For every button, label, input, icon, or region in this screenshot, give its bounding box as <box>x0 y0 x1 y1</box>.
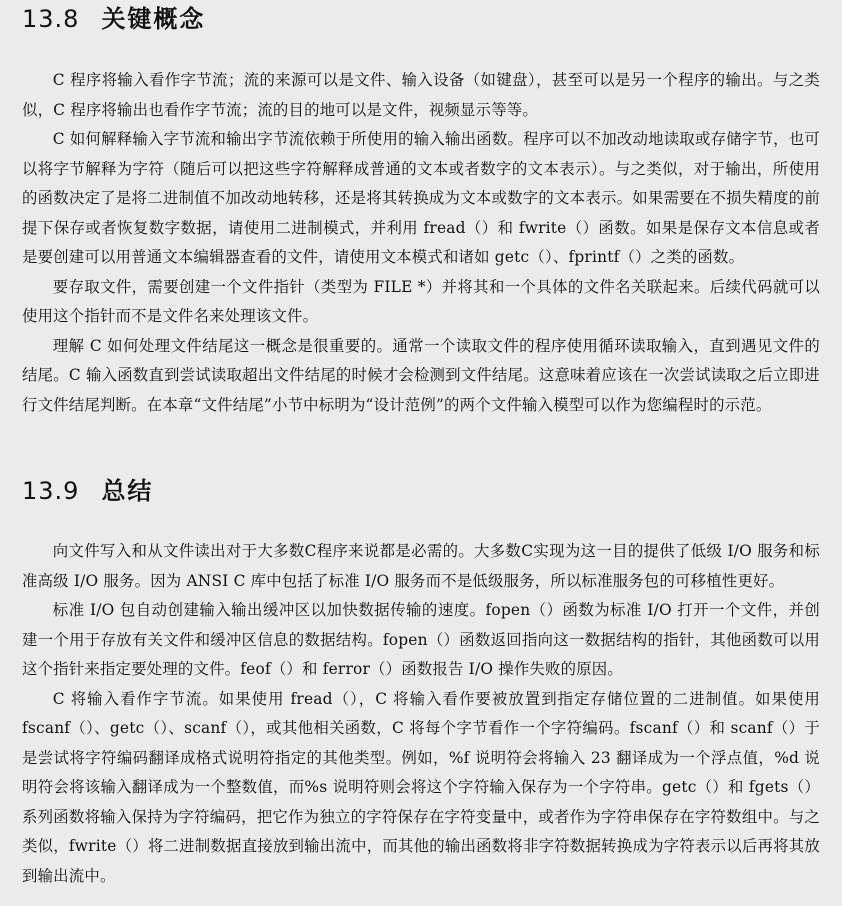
section-heading-key-concepts <box>22 4 205 34</box>
section-heading-summary <box>22 476 153 506</box>
section-number: 13.9 <box>22 477 80 505</box>
paragraph: C 将输入看作字节流。如果使用 fread（），C 将输入看作要被放置到指定存储位置的二进制值。如果使用 fscanf（）、getc（）、scanf（），或其他相关函数，C 将每个字节看作一个字符编码。fscanf（）和 scanf（）于是尝试将字符编码翻译成格式说明符指定的其他类型。例如，%f 说明符会将输入 23 翻译成为一个浮点值，%d 说明符会将该输入翻译成为一个整数值，而%s 说明符则会将这个字符输入保存为一个字符串。getc（）和 fgets（）系列函数将输入保持为字符编码，把它作为独立的字符保存在字符变量中，或者作为字符串保存在字符数组中。与之类似，fwrite（）将二进制数据直接放到输出流中，而其他的输出函数将非字符数据转换成为字符表示以后再将其放到输出流中。 <box>22 689 820 885</box>
paragraph: 向文件写入和从文件读出对于大多数C程序来说都是必需的。大多数C实现为这一目的提供了低级 I/O 服务和标准高级 I/O 服务。因为 ANSI C 库中包括了标准 I/O 服务而不是低级服务，所以标准服务包的可移植性更好。 <box>22 542 820 590</box>
section-body-summary <box>22 537 820 891</box>
paragraph: 标准 I/O 包自动创建输入输出缓冲区以加快数据传输的速度。fopen（）函数为标准 I/O 打开一个文件，并创建一个用于存放有关文件和缓冲区信息的数据结构。fopen（）函数返回指向这一数据结构的指针，其他函数可以用这个指针来指定要处理的文件。feof（）和 ferror（）函数报告 I/O 操作失败的原因。 <box>22 601 820 678</box>
paragraph: 理解 C 如何处理文件结尾这一概念是很重要的。通常一个读取文件的程序使用循环读取输入，直到遇见文件的结尾。C 输入函数直到尝试读取超出文件结尾的时候才会检测到文件结尾。这意味着应该在一次尝试读取之后立即进行文件结尾判断。在本章“文件结尾”小节中标明为“设计范例”的两个文件输入模型可以作为您编程时的示范。 <box>22 336 820 414</box>
section-number: 13.8 <box>22 5 80 33</box>
section-title: 总结 <box>101 477 154 505</box>
section-title: 关键概念 <box>101 5 206 33</box>
paragraph: C 程序将输入看作字节流；流的来源可以是文件、输入设备（如键盘），甚至可以是另一个程序的输出。与之类似，C 程序将输出也看作字节流；流的目的地可以是文件，视频显示等等。 <box>22 71 820 119</box>
section-body-key-concepts <box>22 66 820 420</box>
paragraph: C 如何解释输入字节流和输出字节流依赖于所使用的输入输出函数。程序可以不加改动地读取或存储字节，也可以将字节解释为字符（随后可以把这些字符解释成普通的文本或者数字的文本表示）。与之类似，对于输出，所使用的函数决定了是将二进制值不加改动地转移，还是将其转换成为文本或数字的文本表示。如果需要在不损失精度的前提下保存或者恢复数字数据，请使用二进制模式，并利用 fread（）和 fwrite（）函数。如果是保存文本信息或者是要创建可以用普通文本编辑器查看的文件，请使用文本模式和诸如 getc（）、fprintf（）之类的函数。 <box>22 130 820 266</box>
paragraph: 要存取文件，需要创建一个文件指针（类型为 FILE *）并将其和一个具体的文件名关联起来。后续代码就可以使用这个指针而不是文件名来处理该文件。 <box>22 277 820 325</box>
